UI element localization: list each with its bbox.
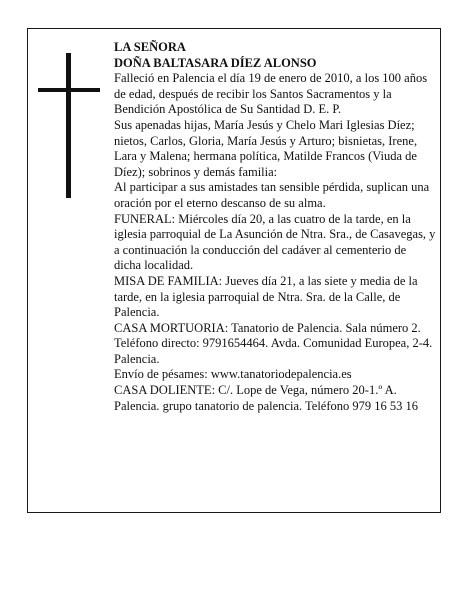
mortuary-info: CASA MORTUORIA: Tanatorio de Palencia. Sala número 2. Teléfono directo: 9791654464. Avda. Comunidad Europea, 2-4. Palencia. [114,320,433,366]
family-mass-info: MISA DE FAMILIA: Jueves día 21, a las siete y media de la tarde, en la iglesia parroquial de Ntra. Sra. de la Calle, de Palencia. [114,273,418,320]
deceased-name: DOÑA BALTASARA DÍEZ ALONSO [114,55,317,70]
deceased-title: LA SEÑORA [114,40,186,54]
obituary-notice [27,28,441,513]
condolences-info: Envío de pésames: www.tanatoriodepalencia.es [114,367,352,382]
mourning-house-info: CASA DOLIENTE: C/. Lope de Vega, número 20-1.º A. Palencia. grupo tanatorio de palencia. Teléfono 979 16 53 16 [114,383,419,413]
cross-icon [38,53,100,198]
cross-vertical-bar [66,53,71,198]
prayer-request: Al participar a sus amistades tan sensible pérdida, suplican una oración por el eterno descanso de su alma. [114,180,430,210]
death-announcement: Falleció en Palencia el día 19 de enero de 2010, a los 100 años de edad, después de recibir los Santos Sacramentos y la Bendición Apostólica de Su Santidad D. E. P. [114,71,428,117]
cross-horizontal-bar [38,88,100,92]
obituary-text [114,40,436,414]
family-list: Sus apenadas hijas, María Jesús y Chelo Mari Iglesias Díez; nietos, Carlos, Gloria, María Jesús y Arturo; bisnietas, Irene, Lara y Malena; hermana política, Matilde Francos (Viuda de Díez); sobrinos y demás familia: [114,117,418,179]
funeral-info: FUNERAL: Miércoles día 20, a las cuatro de la tarde, en la iglesia parroquial de La Asunción de Ntra. Sra., de Casavegas, y a continuación la conducción del cadáver al cementerio de dicha localidad. [114,211,436,273]
